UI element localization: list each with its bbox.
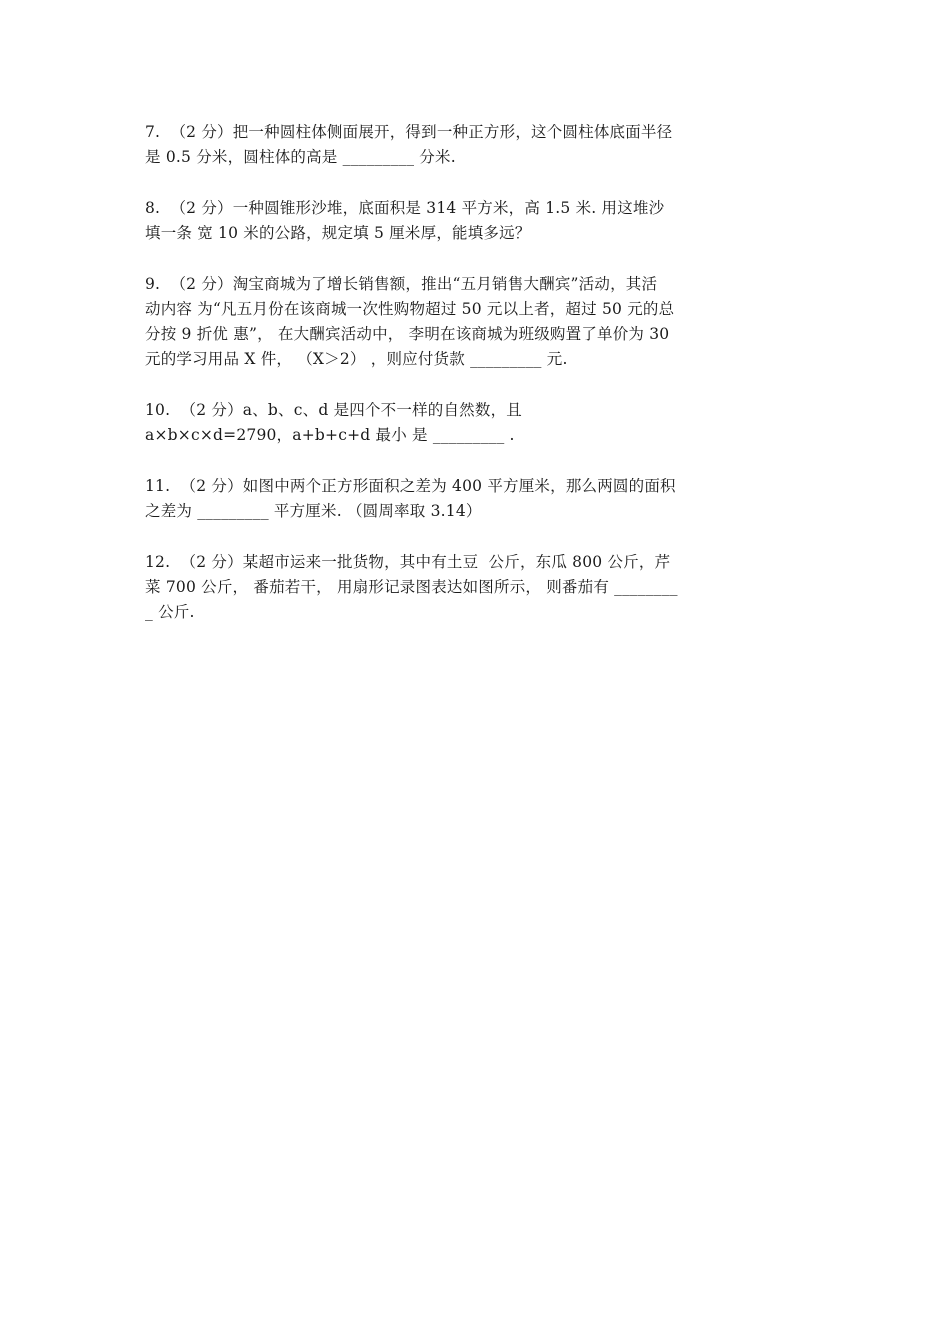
question-9-line-2: 动内容 为“凡五月份在该商城一次性购物超过 50 元以上者，超过 50 元的总 <box>145 300 675 318</box>
question-12 <box>145 550 810 625</box>
question-12-line-2: 菜 700 公斤， 番茄若干， 用扇形记录图表达如图所示， 则番茄有 ________ <box>145 578 678 596</box>
question-11-line-2: 之差为 _________ 平方厘米. （圆周率取 3.14） <box>145 502 482 520</box>
question-12-line-3: _ 公斤. <box>145 603 195 621</box>
question-9-line-1: 9. （2 分）淘宝商城为了增长销售额，推出“五月销售大酬宾”活动，其活 <box>145 275 658 293</box>
question-11 <box>145 474 810 524</box>
question-10-line-2: a×b×c×d=2790，a+b+c+d 最小 是 _________ . <box>145 426 515 444</box>
question-9-line-4: 元的学习用品 X 件， （X＞2） ，则应付货款 _________ 元. <box>145 350 568 368</box>
question-12-line-1: 12. （2 分）某超市运来一批货物，其中有土豆 公斤，东瓜 800 公斤，芹 <box>145 553 671 571</box>
exam-page <box>145 120 810 651</box>
question-8-line-2: 填一条 宽 10 米的公路，规定填 5 厘米厚，能填多远？ <box>145 224 531 242</box>
question-7 <box>145 120 810 170</box>
question-7-line-1: 7. （2 分）把一种圆柱体侧面展开，得到一种正方形，这个圆柱体底面半径 <box>145 123 673 141</box>
question-10-line-1: 10. （2 分）a、b、c、d 是四个不一样的自然数，且 <box>145 401 522 419</box>
question-10 <box>145 398 810 448</box>
question-9-line-3: 分按 9 折优 惠”， 在大酬宾活动中， 李明在该商城为班级购置了单价为 30 <box>145 325 670 343</box>
question-8 <box>145 196 810 246</box>
question-7-line-2: 是 0.5 分米，圆柱体的高是 _________ 分米. <box>145 148 456 166</box>
question-8-line-1: 8. （2 分）一种圆锥形沙堆，底面积是 314 平方米，高 1.5 米. 用这堆沙 <box>145 199 665 217</box>
question-11-line-1: 11. （2 分）如图中两个正方形面积之差为 400 平方厘米，那么两圆的面积 <box>145 477 676 495</box>
question-9 <box>145 272 810 372</box>
